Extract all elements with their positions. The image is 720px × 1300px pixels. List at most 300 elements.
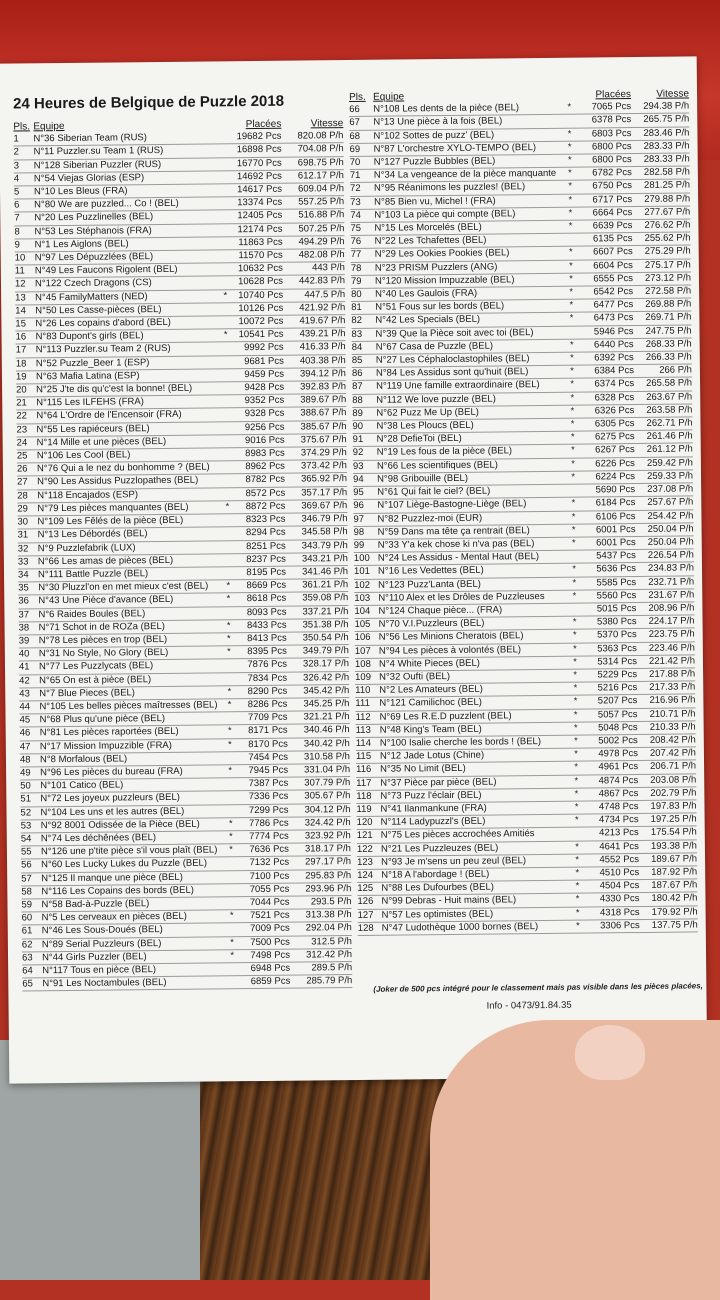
team-cell: N°23 PRISM Puzzlers (ANG) <box>374 261 498 274</box>
pieces-cell: 8294 Pcs <box>245 527 286 539</box>
joker-mark: * <box>228 818 233 830</box>
pieces-cell: 4318 Pcs <box>599 906 640 919</box>
speed-cell: 268.33 P/h <box>645 338 692 350</box>
pieces-cell: 6378 Pcs <box>591 114 632 126</box>
speed-cell: 394.12 P/h <box>299 367 346 380</box>
pieces-cell: 5437 Pcs <box>596 550 636 562</box>
pieces-cell: 8237 Pcs <box>246 553 286 565</box>
team-cell: N°4 White Pieces (BEL) <box>378 657 480 670</box>
team-cell: N°80 We are puzzled... Co ! (BEL) <box>34 198 179 211</box>
team-cell: N°84 Les Assidus sont qu'huit (BEL) <box>375 366 529 380</box>
team-cell: N°41 Ilanmankune (FRA) <box>380 802 487 815</box>
team-cell: N°20 Les Puzzlinelles (BEL) <box>34 211 154 224</box>
pieces-cell: 8171 Pcs <box>247 725 288 737</box>
speed-cell: 294.38 P/h <box>643 100 690 113</box>
speed-cell: 704.08 P/h <box>297 143 344 155</box>
rank-cell: 9 <box>14 239 20 251</box>
team-cell: N°21 Les Puzzleuzes (BEL) <box>380 842 499 855</box>
joker-mark: * <box>567 101 572 113</box>
joker-mark: * <box>571 511 576 523</box>
speed-cell: 331.04 P/h <box>304 763 351 776</box>
rank-cell: 40 <box>18 648 30 660</box>
speed-cell: 343.21 P/h <box>301 552 348 565</box>
team-cell: N°78 Les pièces en trop (BEL) <box>38 633 168 647</box>
speed-cell: 283.46 P/h <box>643 127 690 139</box>
joker-mark <box>222 567 230 579</box>
team-cell: N°81 Les pièces raportées (BEL) <box>39 726 179 739</box>
joker-mark <box>224 792 232 804</box>
pieces-cell: 10072 Pcs <box>238 315 284 328</box>
team-cell: N°73 Puzz l'éclair (BEL) <box>380 789 482 802</box>
rank-cell: 87 <box>352 381 363 393</box>
rank-cell: 128 <box>357 922 374 934</box>
joker-mark <box>223 673 231 685</box>
rank-cell: 53 <box>20 820 32 832</box>
speed-cell: 259.42 P/h <box>646 457 693 469</box>
team-cell: N°83 Dupont's girls (BEL) <box>35 330 144 343</box>
joker-mark <box>218 158 226 170</box>
team-cell: N°30 Pluzzl'on en met mieux c'est (BEL) <box>38 580 209 594</box>
pieces-cell: 10632 Pcs <box>237 262 283 275</box>
joker-mark <box>220 356 228 368</box>
team-header: Equipe <box>33 120 65 133</box>
pieces-cell: 7774 Pcs <box>249 830 289 843</box>
rank-cell: 78 <box>350 262 362 274</box>
team-cell: N°54 Viejas Glorias (ESP) <box>33 171 145 185</box>
speed-cell: 254.42 P/h <box>647 509 694 522</box>
pieces-cell: 8433 Pcs <box>246 619 287 631</box>
joker-mark <box>226 924 234 936</box>
joker-mark <box>218 211 226 223</box>
rank-cell: 102 <box>354 579 371 591</box>
rank-cell: 101 <box>353 566 370 578</box>
speed-cell: 820.08 P/h <box>297 130 344 142</box>
speed-cell: 202.79 P/h <box>650 787 697 799</box>
rank-cell: 39 <box>18 635 30 647</box>
joker-mark: * <box>573 656 578 668</box>
team-cell: N°62 Puzz Me Up (BEL) <box>376 406 479 419</box>
rank-cell: 28 <box>17 490 28 502</box>
rank-cell: 114 <box>355 737 372 749</box>
speed-cell: 357.17 P/h <box>301 486 348 499</box>
team-cell: N°77 Les Puzzlycats (BEL) <box>38 660 154 673</box>
joker-mark <box>222 607 230 619</box>
rank-cell: 116 <box>356 764 372 776</box>
joker-mark: * <box>567 154 572 166</box>
pieces-cell: 8251 Pcs <box>246 540 286 552</box>
team-cell: N°25 J'te dis qu'c'est la bonne! (BEL) <box>36 382 193 396</box>
joker-mark: * <box>226 593 231 605</box>
rank-cell: 84 <box>351 341 363 353</box>
speed-cell: 265.75 P/h <box>643 113 690 126</box>
team-cell: N°69 Les R.E.D puzzlent (BEL) <box>379 709 512 723</box>
joker-mark: * <box>573 669 578 681</box>
rank-cell: 22 <box>16 410 28 422</box>
rank-cell: 83 <box>351 328 363 340</box>
team-cell: N°38 Les Ploucs (BEL) <box>376 419 474 432</box>
pieces-cell: 8093 Pcs <box>246 606 287 618</box>
rank-cell: 122 <box>356 843 373 855</box>
joker-mark <box>567 485 575 497</box>
joker-mark: * <box>571 497 576 510</box>
rank-cell: 109 <box>355 671 372 683</box>
joker-mark <box>220 396 228 408</box>
sheet-title: 24 Heures de Belgique de Puzzle 2018 <box>13 92 285 113</box>
pieces-cell: 6477 Pcs <box>593 299 634 311</box>
speed-cell: 269.71 P/h <box>645 311 692 324</box>
rank-cell: 70 <box>349 156 361 169</box>
rank-cell: 58 <box>21 886 32 898</box>
rank-cell: 13 <box>15 292 26 304</box>
speed-cell: 318.17 P/h <box>304 843 351 855</box>
speed-header: Vitesse <box>656 88 690 100</box>
rank-cell: 25 <box>16 450 28 462</box>
pieces-cell: 8323 Pcs <box>245 513 286 526</box>
joker-mark: * <box>569 273 574 285</box>
pieces-cell: 5636 Pcs <box>596 563 637 575</box>
joker-mark: * <box>574 788 579 800</box>
joker-mark: * <box>571 524 576 536</box>
joker-mark: * <box>570 352 574 364</box>
joker-mark: * <box>570 392 575 404</box>
right-rows <box>349 101 698 936</box>
speed-cell: 388.67 P/h <box>300 407 347 420</box>
team-cell: N°108 Les dents de la pièce (BEL) <box>373 102 520 115</box>
joker-mark: * <box>575 841 579 853</box>
pieces-cell: 6305 Pcs <box>594 418 635 430</box>
joker-mark <box>225 897 233 909</box>
team-cell: N°82 Puzzlez-moi (EUR) <box>377 512 483 525</box>
speed-cell: 374.29 P/h <box>300 447 347 459</box>
team-cell: N°45 FamilyMatters (NED) <box>35 290 148 303</box>
joker-mark: * <box>573 709 578 721</box>
speed-cell: 189.67 P/h <box>651 853 698 865</box>
team-cell: N°56 Les Minions Cheratois (BEL) <box>378 630 524 644</box>
team-cell: N°107 Liège-Bastogne-Liège (BEL) <box>377 498 527 512</box>
speed-cell: 210.71 P/h <box>649 707 696 720</box>
speed-cell: 283.33 P/h <box>643 153 690 165</box>
team-cell: N°106 Les Cool (BEL) <box>36 449 131 462</box>
speed-cell: 349.79 P/h <box>302 645 349 657</box>
team-cell: N°66 Les amas de pièces (BEL) <box>37 554 174 568</box>
results-sheet <box>0 56 707 1083</box>
pieces-cell: 5585 Pcs <box>596 576 637 588</box>
speed-cell: 345.58 P/h <box>301 526 348 538</box>
team-cell: N°74 Les déchênées (BEL) <box>40 832 157 845</box>
rank-cell: 2 <box>13 146 19 158</box>
team-cell: N°19 Les fous de la pièce (BEL) <box>376 445 513 459</box>
rank-cell: 76 <box>350 236 362 248</box>
speed-cell: 326.42 P/h <box>303 671 350 684</box>
team-cell: N°123 Puzz'Lanta (BEL) <box>378 578 481 591</box>
team-cell: N°49 Les Faucons Rigolent (BEL) <box>34 264 178 277</box>
speed-cell: 389.67 P/h <box>300 394 347 406</box>
speed-cell: 447.5 P/h <box>304 288 346 301</box>
rank-cell: 80 <box>351 288 362 301</box>
speed-cell: 369.67 P/h <box>301 499 348 512</box>
rank-cell: 42 <box>19 674 30 687</box>
rank-cell: 10 <box>14 252 26 264</box>
team-cell: N°22 Les Tchafettes (BEL) <box>374 234 487 247</box>
pieces-cell: 7498 Pcs <box>250 949 291 961</box>
pieces-cell: 4961 Pcs <box>598 761 639 773</box>
speed-cell: 385.67 P/h <box>300 420 347 433</box>
rank-cell: 19 <box>15 371 27 383</box>
pieces-cell: 12174 Pcs <box>237 223 283 235</box>
team-cell: N°114 Ladypuzzl's (BEL) <box>380 815 486 828</box>
rank-cell: 111 <box>355 698 370 710</box>
team-cell: N°26 Les copains d'abord (BEL) <box>35 316 171 330</box>
rank-cell: 125 <box>357 882 374 895</box>
team-cell: N°100 Isalie cherche les bords ! (BEL) <box>379 735 542 749</box>
team-cell: N°60 Les Lucky Lukes du Puzzle (BEL) <box>41 857 208 871</box>
team-cell: N°64 L'Ordre de l'Encensoir (FRA) <box>36 409 182 422</box>
pieces-cell: 11863 Pcs <box>238 236 283 249</box>
team-cell: N°32 Oufti (BEL) <box>379 670 451 683</box>
pieces-cell: 6374 Pcs <box>594 378 635 390</box>
joker-mark <box>571 828 579 840</box>
team-cell: N°11 Puzzler.su Team 1 (RUS) <box>33 145 164 158</box>
pieces-cell: 9992 Pcs <box>243 342 284 354</box>
rank-cell: 97 <box>353 513 365 525</box>
pieces-cell: 5380 Pcs <box>596 616 637 628</box>
rank-cell: 45 <box>19 714 31 726</box>
speed-cell: 282.58 P/h <box>643 166 690 179</box>
joker-mark: * <box>571 458 575 470</box>
pieces-cell: 7299 Pcs <box>248 804 289 816</box>
team-cell: N°16 Les Vedettes (BEL) <box>377 564 484 578</box>
pieces-cell: 5015 Pcs <box>596 602 637 615</box>
pieces-cell: 6326 Pcs <box>594 404 635 417</box>
team-cell: N°120 Mission Impuzzable (BEL) <box>374 274 515 287</box>
pieces-cell: 6384 Pcs <box>594 365 634 377</box>
joker-mark: * <box>568 207 573 219</box>
speed-cell: 343.79 P/h <box>301 539 348 552</box>
speed-cell: 297.17 P/h <box>305 856 352 868</box>
team-cell: N°115 Les ILFEHS (FRA) <box>36 396 144 409</box>
joker-mark <box>221 488 229 500</box>
speed-cell: 439.21 P/h <box>299 328 346 340</box>
speed-cell: 266.33 P/h <box>645 351 692 363</box>
speed-cell: 375.67 P/h <box>300 433 347 446</box>
joker-mark: * <box>569 339 574 351</box>
speed-cell: 359.08 P/h <box>302 592 349 604</box>
team-cell: N°31 No Style, No Glory (BEL) <box>38 647 169 660</box>
pieces-cell: 6001 Pcs <box>595 523 636 536</box>
team-cell: N°17 Mission Impuzzible (FRA) <box>39 739 172 752</box>
joker-mark: * <box>569 260 573 272</box>
speed-cell: 416.33 P/h <box>299 341 346 353</box>
team-cell: N°50 Les Casse-pièces (BEL) <box>35 303 162 317</box>
joker-mark: * <box>568 220 573 232</box>
team-cell: N°111 Battle Puzzle (BEL) <box>37 568 149 581</box>
speed-cell: 255.62 P/h <box>644 232 691 245</box>
team-cell: N°1 Les Aiglons (BEL) <box>34 238 129 251</box>
speed-cell: 197.25 P/h <box>650 813 697 826</box>
rank-cell: 113 <box>355 724 371 736</box>
pieces-cell: 6717 Pcs <box>592 193 633 206</box>
joker-mark <box>219 250 227 262</box>
pieces-cell: 8290 Pcs <box>247 685 288 697</box>
joker-mark <box>568 551 576 563</box>
team-cell: N°61 Qui fait le ciel? (BEL) <box>377 485 491 498</box>
pieces-cell: 7065 Pcs <box>591 101 632 113</box>
team-cell: N°113 Puzzler.su Team 2 (RUS) <box>35 343 171 356</box>
speed-cell: 321.21 P/h <box>303 711 350 723</box>
speed-cell: 283.33 P/h <box>643 140 690 152</box>
team-cell: N°5 Les cerveaux en pièces (BEL) <box>41 910 188 924</box>
joker-mark: * <box>574 762 579 774</box>
pieces-cell: 5057 Pcs <box>597 708 638 720</box>
pieces-cell: 6224 Pcs <box>595 470 636 483</box>
speed-cell: 304.12 P/h <box>304 803 351 816</box>
speed-cell: 328.17 P/h <box>302 658 350 670</box>
team-cell: N°105 Les belles pièces maîtresses (BEL) <box>39 699 218 713</box>
team-cell: N°93 Je m'sens un peu zeul (BEL) <box>381 854 527 868</box>
rank-cell: 64 <box>22 965 33 977</box>
speed-cell: 277.67 P/h <box>644 206 691 218</box>
speed-cell: 494.29 P/h <box>298 235 345 248</box>
pieces-cell: 10541 Pcs <box>238 328 284 341</box>
team-cell: N°99 Debras - Huit mains (BEL) <box>381 894 517 908</box>
joker-mark <box>220 409 228 421</box>
joker-mark <box>220 343 228 355</box>
pieces-cell: 7336 Pcs <box>248 791 289 803</box>
speed-cell: 237.08 P/h <box>647 483 694 496</box>
team-cell: N°55 Les rapiéceurs (BEL) <box>36 422 150 435</box>
team-cell: N°33 Y'a kek chose ki n'va pas (BEL) <box>377 538 535 551</box>
speed-cell: 323.92 P/h <box>304 830 351 842</box>
result-row <box>22 975 352 992</box>
speed-cell: 345.42 P/h <box>303 684 350 697</box>
rank-cell: 59 <box>21 899 33 911</box>
pieces-cell: 8195 Pcs <box>246 566 287 579</box>
pieces-cell: 9016 Pcs <box>244 434 285 446</box>
speed-cell: 419.67 P/h <box>299 315 346 327</box>
pieces-cell: 4734 Pcs <box>598 814 639 826</box>
pieces-cell: 5363 Pcs <box>597 642 637 654</box>
joker-mark: * <box>229 844 233 856</box>
pieces-cell: 6604 Pcs <box>593 259 633 272</box>
team-cell: N°103 La pièce qui compte (BEL) <box>374 208 516 221</box>
team-cell: N°68 Plus qu'une pièce (BEL) <box>39 713 166 726</box>
rank-cell: 24 <box>16 437 28 449</box>
team-cell: N°43 Une Pièce d'avance (BEL) <box>38 594 174 607</box>
pieces-cell: 8618 Pcs <box>246 593 287 605</box>
rank-cell: 100 <box>353 552 370 565</box>
pieces-cell: 4510 Pcs <box>599 867 640 879</box>
rank-cell: 65 <box>22 978 33 990</box>
pieces-cell: 7945 Pcs <box>248 764 289 777</box>
joker-mark: * <box>572 616 577 628</box>
joker-mark <box>224 778 232 790</box>
team-cell: N°67 Casa de Puzzle (BEL) <box>375 340 494 353</box>
joker-mark: * <box>573 696 578 708</box>
team-cell: N°117 Tous en pièce (BEL) <box>42 964 157 977</box>
team-cell: N°29 Les Ookies Pookies (BEL) <box>374 247 510 261</box>
pieces-cell: 6392 Pcs <box>594 352 634 364</box>
speed-cell: 273.12 P/h <box>644 272 692 284</box>
joker-mark: * <box>572 577 577 589</box>
team-cell: N°66 Les scientifiques (BEL) <box>376 459 498 472</box>
speed-cell: 269.88 P/h <box>645 298 692 311</box>
joker-mark: * <box>225 501 230 513</box>
team-cell: N°12 Jade Lotus (Chine) <box>379 749 485 762</box>
speed-cell: 175.54 P/h <box>650 826 697 839</box>
rank-cell: 43 <box>19 688 30 700</box>
team-cell: N°110 Alex et les Drôles de Puzzleuses <box>378 590 545 604</box>
joker-mark: * <box>570 431 575 443</box>
rank-cell: 20 <box>16 384 27 396</box>
pieces-cell: 7834 Pcs <box>247 672 288 684</box>
pieces-cell: 4978 Pcs <box>598 748 638 760</box>
team-cell: N°15 Les Morcelés (BEL) <box>374 221 482 234</box>
speed-cell: 223.46 P/h <box>648 641 695 654</box>
pieces-cell: 7876 Pcs <box>247 659 288 671</box>
rank-cell: 90 <box>352 420 364 433</box>
speed-cell: 312.42 P/h <box>306 948 353 961</box>
joker-mark: * <box>226 633 231 645</box>
rank-cell: 120 <box>356 816 373 829</box>
speed-cell: 403.38 P/h <box>299 354 346 367</box>
speed-cell: 226.54 P/h <box>647 549 694 562</box>
team-cell: N°92 8001 Odissée de la Pièce (BEL) <box>40 818 200 832</box>
rank-cell: 93 <box>352 460 364 472</box>
pieces-cell: 6001 Pcs <box>596 536 636 549</box>
speed-cell: 272.58 P/h <box>645 285 692 297</box>
rank-cell: 7 <box>14 212 20 224</box>
joker-mark <box>221 462 229 474</box>
speed-cell: 203.08 P/h <box>650 773 697 786</box>
team-cell: N°9 Puzzlefabrik (LUX) <box>37 541 136 554</box>
pieces-cell: 6750 Pcs <box>592 180 633 192</box>
joker-mark <box>220 382 228 394</box>
pieces-header: Placées <box>595 89 632 101</box>
speed-cell: 187.67 P/h <box>651 879 698 892</box>
pieces-cell: 3306 Pcs <box>600 919 640 932</box>
rank-cell: 91 <box>352 434 364 446</box>
pieces-cell: 4330 Pcs <box>599 893 640 905</box>
pieces-cell: 9352 Pcs <box>244 394 285 407</box>
joker-mark <box>223 712 231 724</box>
team-cell: N°65 On est à pièce (BEL) <box>39 673 152 686</box>
rank-cell: 99 <box>353 539 365 551</box>
rank-cell: 73 <box>350 196 361 208</box>
speed-cell: 275.29 P/h <box>644 245 691 258</box>
rank-cell: 119 <box>356 803 372 815</box>
rank-cell: 75 <box>350 222 362 235</box>
team-cell: N°112 We love puzzle (BEL) <box>376 393 496 406</box>
speed-cell: 217.88 P/h <box>649 668 696 680</box>
pieces-cell: 16898 Pcs <box>236 144 282 156</box>
joker-mark <box>565 326 573 338</box>
rank-cell: 103 <box>354 592 371 604</box>
rank-cell: 46 <box>19 727 31 739</box>
team-cell: N°46 Les Sous-Doués (BEL) <box>41 924 163 937</box>
rank-cell: 8 <box>14 226 20 238</box>
team-cell: N°118 Encajados (ESP) <box>37 488 139 501</box>
pieces-cell: 7044 Pcs <box>249 896 290 909</box>
speed-cell: 361.21 P/h <box>302 579 349 591</box>
pieces-cell: 4552 Pcs <box>599 853 640 866</box>
rank-cell: 36 <box>18 595 29 607</box>
team-cell: N°63 Mafia Latina (ESP) <box>35 370 140 383</box>
joker-mark: * <box>570 418 575 430</box>
pieces-cell: 6440 Pcs <box>593 338 634 351</box>
pieces-cell: 7055 Pcs <box>249 883 290 895</box>
rank-cell: 98 <box>353 526 365 538</box>
pieces-cell: 5216 Pcs <box>597 682 638 694</box>
